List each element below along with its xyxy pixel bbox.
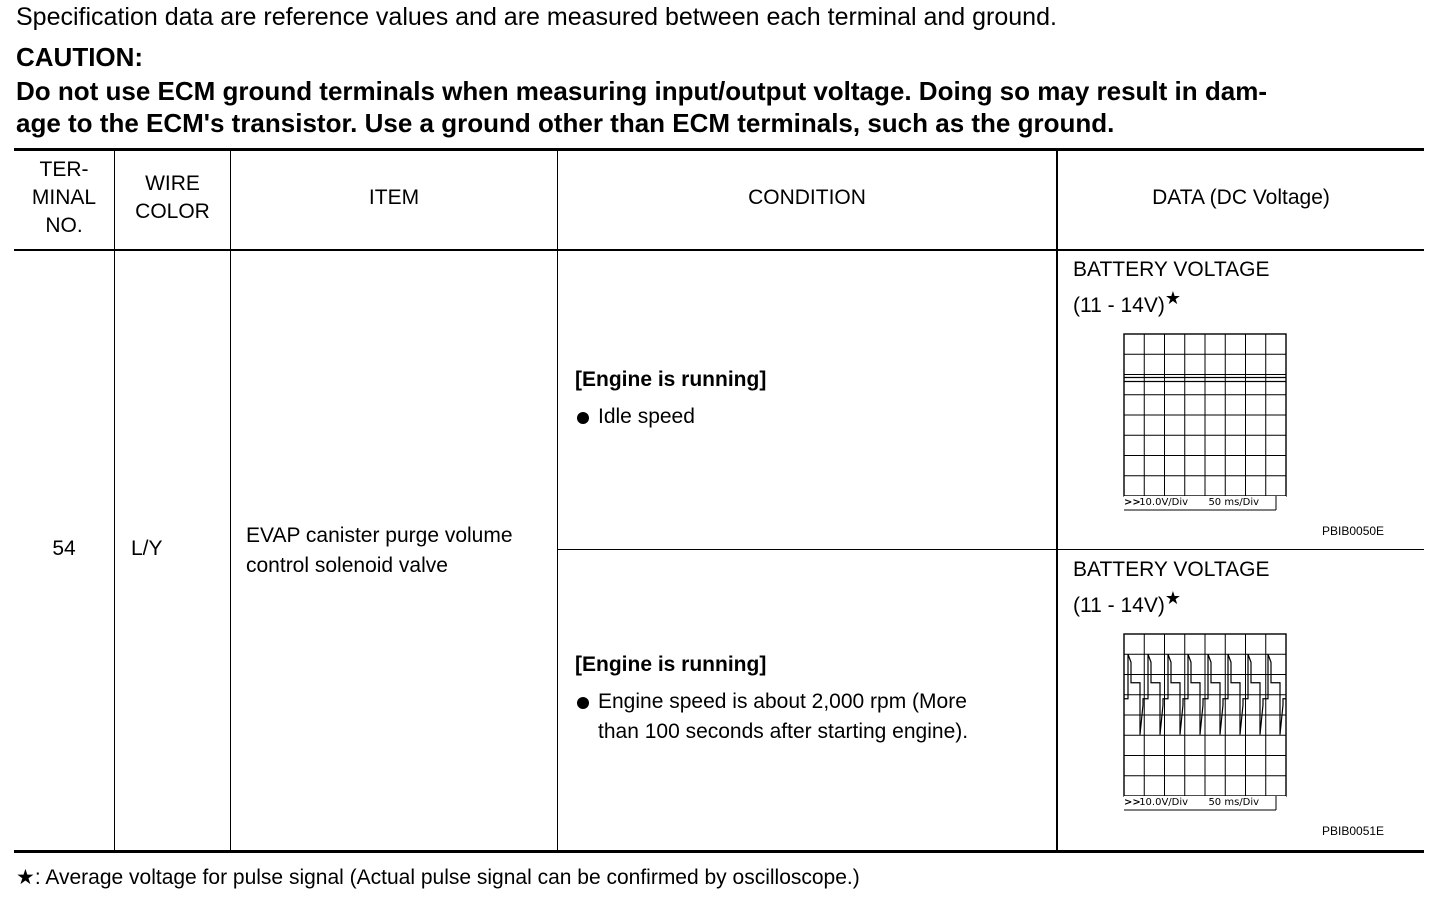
terminal-number: 54 [52,537,76,560]
bullet-dot-icon [577,412,589,424]
condition-2-heading: [Engine is running] [575,653,767,676]
caution-body [16,75,1426,139]
condition-1-heading: [Engine is running] [575,368,767,391]
caution-line-2: age to the ECM's transistor. Use a ground other than ECM terminals, such as the ground. [16,108,1115,138]
oscilloscope-2 [1120,630,1292,816]
star-icon: ★ [1164,288,1181,308]
caution-title: CAUTION: [16,42,144,72]
star-icon: ★ [16,866,35,889]
scope-1-caption: >> 10.0V/Div 50 ms/Div [1124,497,1260,508]
bullet-dot-icon [577,697,589,709]
wire-color: L/Y [131,537,163,560]
figure-code-2: PBIB0051E [1322,824,1385,838]
scope-arrow-icon: >> [1124,797,1141,808]
intro-text: Specification data are reference values and are measured between each terminal and ground. [16,3,1057,31]
header-terminal-no: TER- MINAL NO. [31,158,97,237]
col-divider-3 [557,151,558,850]
scope-2-caption: >> 10.0V/Div 50 ms/Div [1124,797,1260,808]
data-1-value: (11 - 14V) [1073,294,1165,317]
header-condition: CONDITION [748,186,866,209]
condition-2-bullet: Engine speed is about 2,000 rpm (More than 100 seconds after starting engine). [575,687,968,747]
header-item: ITEM [368,186,420,209]
footnote [16,865,860,890]
row-split-rule [558,549,1424,550]
header-data: DATA (DC Voltage) [1152,186,1330,209]
scope-arrow-icon: >> [1124,497,1141,508]
data-2-label: BATTERY VOLTAGE (11 - 14V)★ [1073,558,1270,617]
data-1-label: BATTERY VOLTAGE (11 - 14V)★ [1073,258,1270,317]
footnote-text: : Average voltage for pulse signal (Actual pulse signal can be confirmed by oscilloscope.) [34,866,860,889]
col-divider-2 [230,151,231,850]
condition-1-bullet: Idle speed [575,402,695,432]
star-icon: ★ [1164,588,1181,608]
oscilloscope-1 [1120,330,1292,516]
data-2-value: (11 - 14V) [1073,594,1165,617]
table-top-rule [14,148,1424,151]
table-header-rule [14,249,1424,251]
col-divider-4 [1056,151,1058,850]
col-divider-1 [114,151,115,850]
header-wire-color: WIRE COLOR [135,172,210,223]
table-bottom-rule [14,850,1424,853]
item-description: EVAP canister purge volume control solenoid valve [246,524,513,577]
figure-code-1: PBIB0050E [1322,524,1385,538]
caution-line-1: Do not use ECM ground terminals when measuring input/output voltage. Doing so may result in dam- [16,76,1267,106]
